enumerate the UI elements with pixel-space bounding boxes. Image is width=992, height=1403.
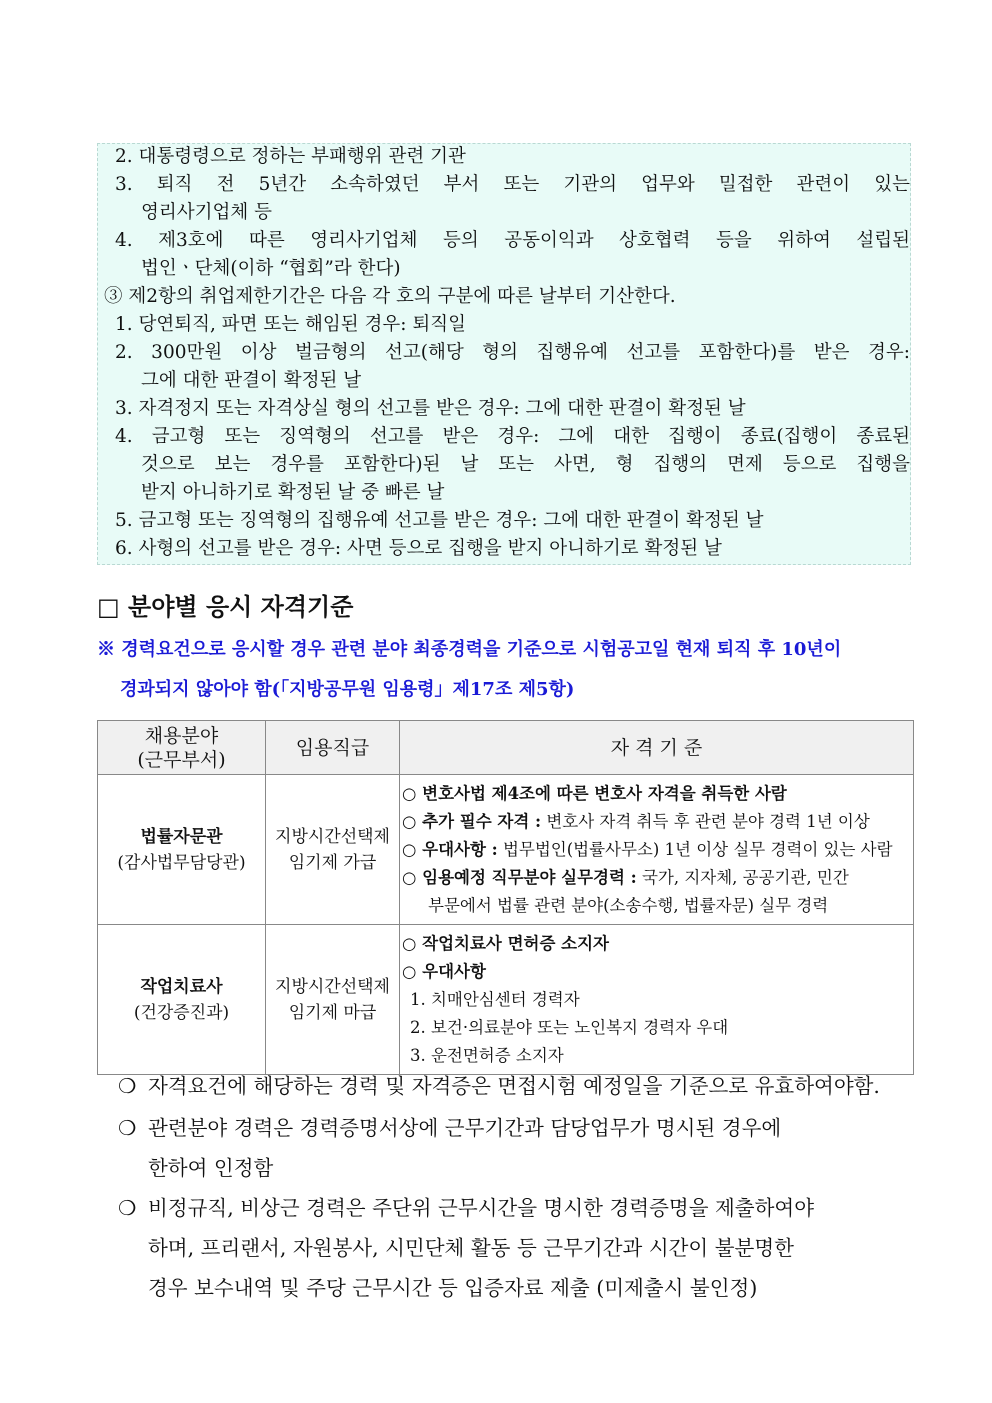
qualification-table <box>97 720 914 1075</box>
table-row <box>98 775 914 925</box>
header-field: 채용분야 (근무부서) <box>98 721 266 775</box>
table-row <box>98 925 914 1075</box>
excerpt-line: 3. 퇴직 전 5년간 소속하였던 부서 또는 기관의 업무와 밀접한 관련이 있는 <box>115 174 910 195</box>
circle-bullet-icon: ❍ <box>118 1074 137 1098</box>
header-criteria: 자 격 기 준 <box>400 721 914 775</box>
grade-cell: 지방시간선택제 임기제 가급 <box>266 775 400 925</box>
excerpt-line: 받지 아니하기로 확정된 날 중 빠른 날 <box>141 482 445 503</box>
excerpt-line: 2. 대통령령으로 정하는 부패행위 관련 기관 <box>115 146 466 167</box>
circle-bullet-icon: ❍ <box>118 1196 137 1220</box>
excerpt-line: 법인ㆍ단체(이하 “협회”라 한다) <box>141 258 401 279</box>
bullet-continuation: 하며, 프리랜서, 자원봉사, 시민단체 활동 등 근무기간과 시간이 불분명한 <box>148 1236 794 1260</box>
bullet-continuation: 한하여 인정함 <box>148 1156 274 1180</box>
section-title: □ 분야별 응시 자격기준 <box>97 592 354 621</box>
note-line-1: ※ 경력요건으로 응시할 경우 관련 분야 최종경력을 기준으로 시험공고일 현재 퇴직 후 10년이 <box>97 639 842 660</box>
excerpt-line: 6. 사형의 선고를 받은 경우: 사면 등으로 집행을 받지 아니하기로 확정된 날 <box>115 538 722 559</box>
excerpt-line: 2. 300만원 이상 벌금형의 선고(해당 형의 집행유예 선고를 포함한다)를 받은 경우: <box>115 342 910 363</box>
excerpt-line: 영리사기업체 등 <box>141 202 272 223</box>
note-line-2: 경과되지 않아야 함(「지방공무원 임용령」제17조 제5항) <box>120 679 575 700</box>
criteria-cell: ○ 변호사법 제4조에 따른 변호사 자격을 취득한 사람 ○ 추가 필수 자격 : 변호사 자격 취득 후 관련 분야 경력 1년 이상 ○ 우대사항 : 법무법인(법률사무소) 1년 이상 실무 경력이 있는 사람 ○ 임용예정 직무분야 실무경력 : 국가, 지자체, 공공기관, 민간 부문에서 법률 관련 분야(소송수행, 법률자문) 실무 경력 <box>400 775 914 925</box>
excerpt-line: 것으로 보는 경우를 포함한다)된 날 또는 사면, 형 집행의 면제 등으로 집행을 <box>141 454 910 475</box>
bullet-item: ❍ 자격요건에 해당하는 경력 및 자격증은 면접시험 예정일을 기준으로 유효하여야함. <box>118 1066 880 1106</box>
excerpt-line: 4. 제3호에 따른 영리사기업체 등의 공동이익과 상호협력 등을 위하여 설립된 <box>115 230 910 251</box>
header-grade: 임용직급 <box>266 721 400 775</box>
field-cell: 작업치료사 (건강증진과) <box>98 925 266 1075</box>
excerpt-line: 1. 당연퇴직, 파면 또는 해임된 경우: 퇴직일 <box>115 314 466 335</box>
criteria-cell: ○ 작업치료사 면허증 소지자 ○ 우대사항 1. 치매안심센터 경력자 2. 보건·의료분야 또는 노인복지 경력자 우대 3. 운전면허증 소지자 <box>400 925 914 1075</box>
field-cell: 법률자문관 (감사법무담당관) <box>98 775 266 925</box>
excerpt-line: 5. 금고형 또는 징역형의 집행유예 선고를 받은 경우: 그에 대한 판결이 확정된 날 <box>115 510 764 531</box>
grade-cell: 지방시간선택제 임기제 마급 <box>266 925 400 1075</box>
circle-bullet-icon: ❍ <box>118 1116 137 1140</box>
bullet-item: ❍ 비정규직, 비상근 경력은 주단위 근무시간을 명시한 경력증명을 제출하여야 <box>118 1188 814 1228</box>
excerpt-line: 그에 대한 판결이 확정된 날 <box>141 370 362 391</box>
bullet-continuation: 경우 보수내역 및 주당 근무시간 등 입증자료 제출 (미제출시 불인정) <box>148 1276 758 1300</box>
table-header-row <box>98 721 914 775</box>
excerpt-line: 3. 자격정지 또는 자격상실 형의 선고를 받은 경우: 그에 대한 판결이 확정된 날 <box>115 398 746 419</box>
bullet-item: ❍ 관련분야 경력은 경력증명서상에 근무기간과 담당업무가 명시된 경우에 <box>118 1108 781 1148</box>
excerpt-line: ③ 제2항의 취업제한기간은 다음 각 호의 구분에 따른 날부터 기산한다. <box>104 286 676 307</box>
excerpt-line: 4. 금고형 또는 징역형의 선고를 받은 경우: 그에 대한 집행이 종료(집행이 종료된 <box>115 426 910 447</box>
